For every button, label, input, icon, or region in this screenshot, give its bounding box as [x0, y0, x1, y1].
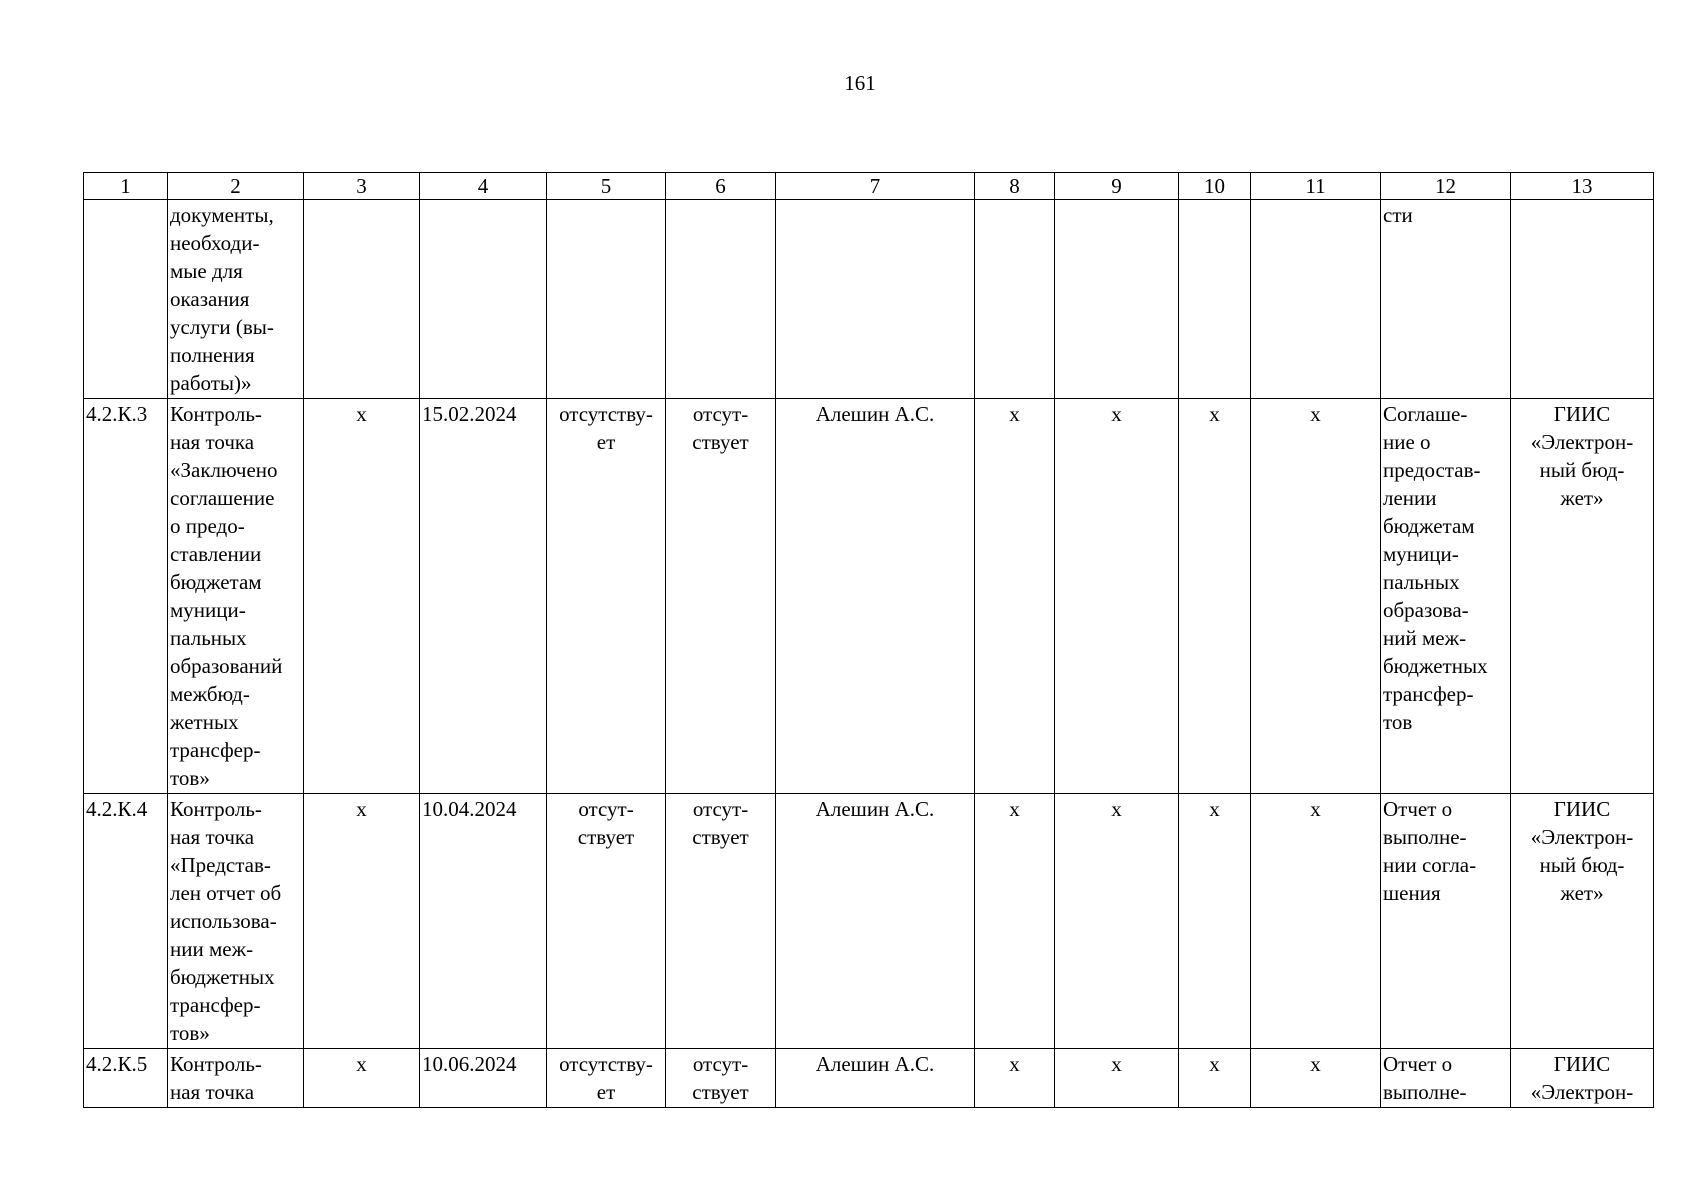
- cell-col3: [304, 200, 420, 399]
- cell-col5: [547, 200, 666, 399]
- cell-system: [1511, 200, 1654, 399]
- page-number: 161: [844, 71, 876, 95]
- table-row: [84, 399, 1654, 794]
- table-row: [84, 200, 1654, 399]
- header-cell: 2: [168, 173, 304, 200]
- header-cell: 3: [304, 173, 420, 200]
- cell-col5: отсутству- ет: [547, 1049, 666, 1108]
- cell-date: 15.02.2024: [420, 399, 547, 794]
- cell-col3: х: [304, 399, 420, 794]
- cell-document: Соглаше- ние о предостав- лении бюджетам муници- пальных образова- ний меж- бюджетных трансфер- тов: [1381, 399, 1511, 794]
- cell-col5: отсут- ствует: [547, 794, 666, 1049]
- cell-responsible: Алешин А.С.: [776, 1049, 975, 1108]
- cell-date: 10.06.2024: [420, 1049, 547, 1108]
- cell-col11: х: [1251, 1049, 1381, 1108]
- cell-col9: х: [1055, 794, 1179, 1049]
- header-cell: 11: [1251, 173, 1381, 200]
- cell-name: документы, необходи- мые для оказания услуги (вы- полнения работы)»: [168, 200, 304, 399]
- cell-col9: [1055, 200, 1179, 399]
- cell-col8: х: [975, 1049, 1055, 1108]
- table-row: [84, 794, 1654, 1049]
- cell-system: ГИИС «Электрон- ный бюд- жет»: [1511, 794, 1654, 1049]
- cell-col6: отсут- ствует: [666, 794, 776, 1049]
- cell-responsible: Алешин А.С.: [776, 794, 975, 1049]
- cell-col10: [1179, 200, 1251, 399]
- cell-col10: х: [1179, 399, 1251, 794]
- cell-id: 4.2.К.5: [84, 1049, 168, 1108]
- cell-name: Контроль- ная точка «Заключено соглашение о предо- ставлении бюджетам муници- пальных образований межбюд- жетных трансфер- тов»: [168, 399, 304, 794]
- cell-name: Контроль- ная точка «Представ- лен отчет об использова- нии меж- бюджетных трансфер- тов»: [168, 794, 304, 1049]
- cell-responsible: Алешин А.С.: [776, 399, 975, 794]
- header-cell: 13: [1511, 173, 1654, 200]
- cell-id: [84, 200, 168, 399]
- table-header-row: [84, 173, 1654, 200]
- cell-col11: х: [1251, 794, 1381, 1049]
- cell-col10: х: [1179, 1049, 1251, 1108]
- cell-id: 4.2.К.4: [84, 794, 168, 1049]
- cell-id: 4.2.К.3: [84, 399, 168, 794]
- cell-col10: х: [1179, 794, 1251, 1049]
- cell-col6: отсут- ствует: [666, 399, 776, 794]
- cell-col3: х: [304, 1049, 420, 1108]
- schedule-table: [83, 172, 1654, 1108]
- cell-col6: отсут- ствует: [666, 1049, 776, 1108]
- cell-col8: х: [975, 794, 1055, 1049]
- cell-col5: отсутству- ет: [547, 399, 666, 794]
- cell-document: сти: [1381, 200, 1511, 399]
- cell-date: [420, 200, 547, 399]
- cell-document: Отчет о выполне- нии согла- шения: [1381, 794, 1511, 1049]
- cell-col8: [975, 200, 1055, 399]
- cell-col11: [1251, 200, 1381, 399]
- cell-col11: х: [1251, 399, 1381, 794]
- cell-col9: х: [1055, 1049, 1179, 1108]
- header-cell: 12: [1381, 173, 1511, 200]
- cell-document: Отчет о выполне-: [1381, 1049, 1511, 1108]
- header-cell: 5: [547, 173, 666, 200]
- cell-col8: х: [975, 399, 1055, 794]
- cell-responsible: [776, 200, 975, 399]
- cell-name: Контроль- ная точка: [168, 1049, 304, 1108]
- cell-system: ГИИС «Электрон-: [1511, 1049, 1654, 1108]
- header-cell: 1: [84, 173, 168, 200]
- cell-col9: х: [1055, 399, 1179, 794]
- cell-col3: х: [304, 794, 420, 1049]
- header-cell: 6: [666, 173, 776, 200]
- cell-col6: [666, 200, 776, 399]
- table-row: [84, 1049, 1654, 1108]
- header-cell: 8: [975, 173, 1055, 200]
- header-cell: 7: [776, 173, 975, 200]
- header-cell: 10: [1179, 173, 1251, 200]
- header-cell: 4: [420, 173, 547, 200]
- cell-system: ГИИС «Электрон- ный бюд- жет»: [1511, 399, 1654, 794]
- header-cell: 9: [1055, 173, 1179, 200]
- cell-date: 10.04.2024: [420, 794, 547, 1049]
